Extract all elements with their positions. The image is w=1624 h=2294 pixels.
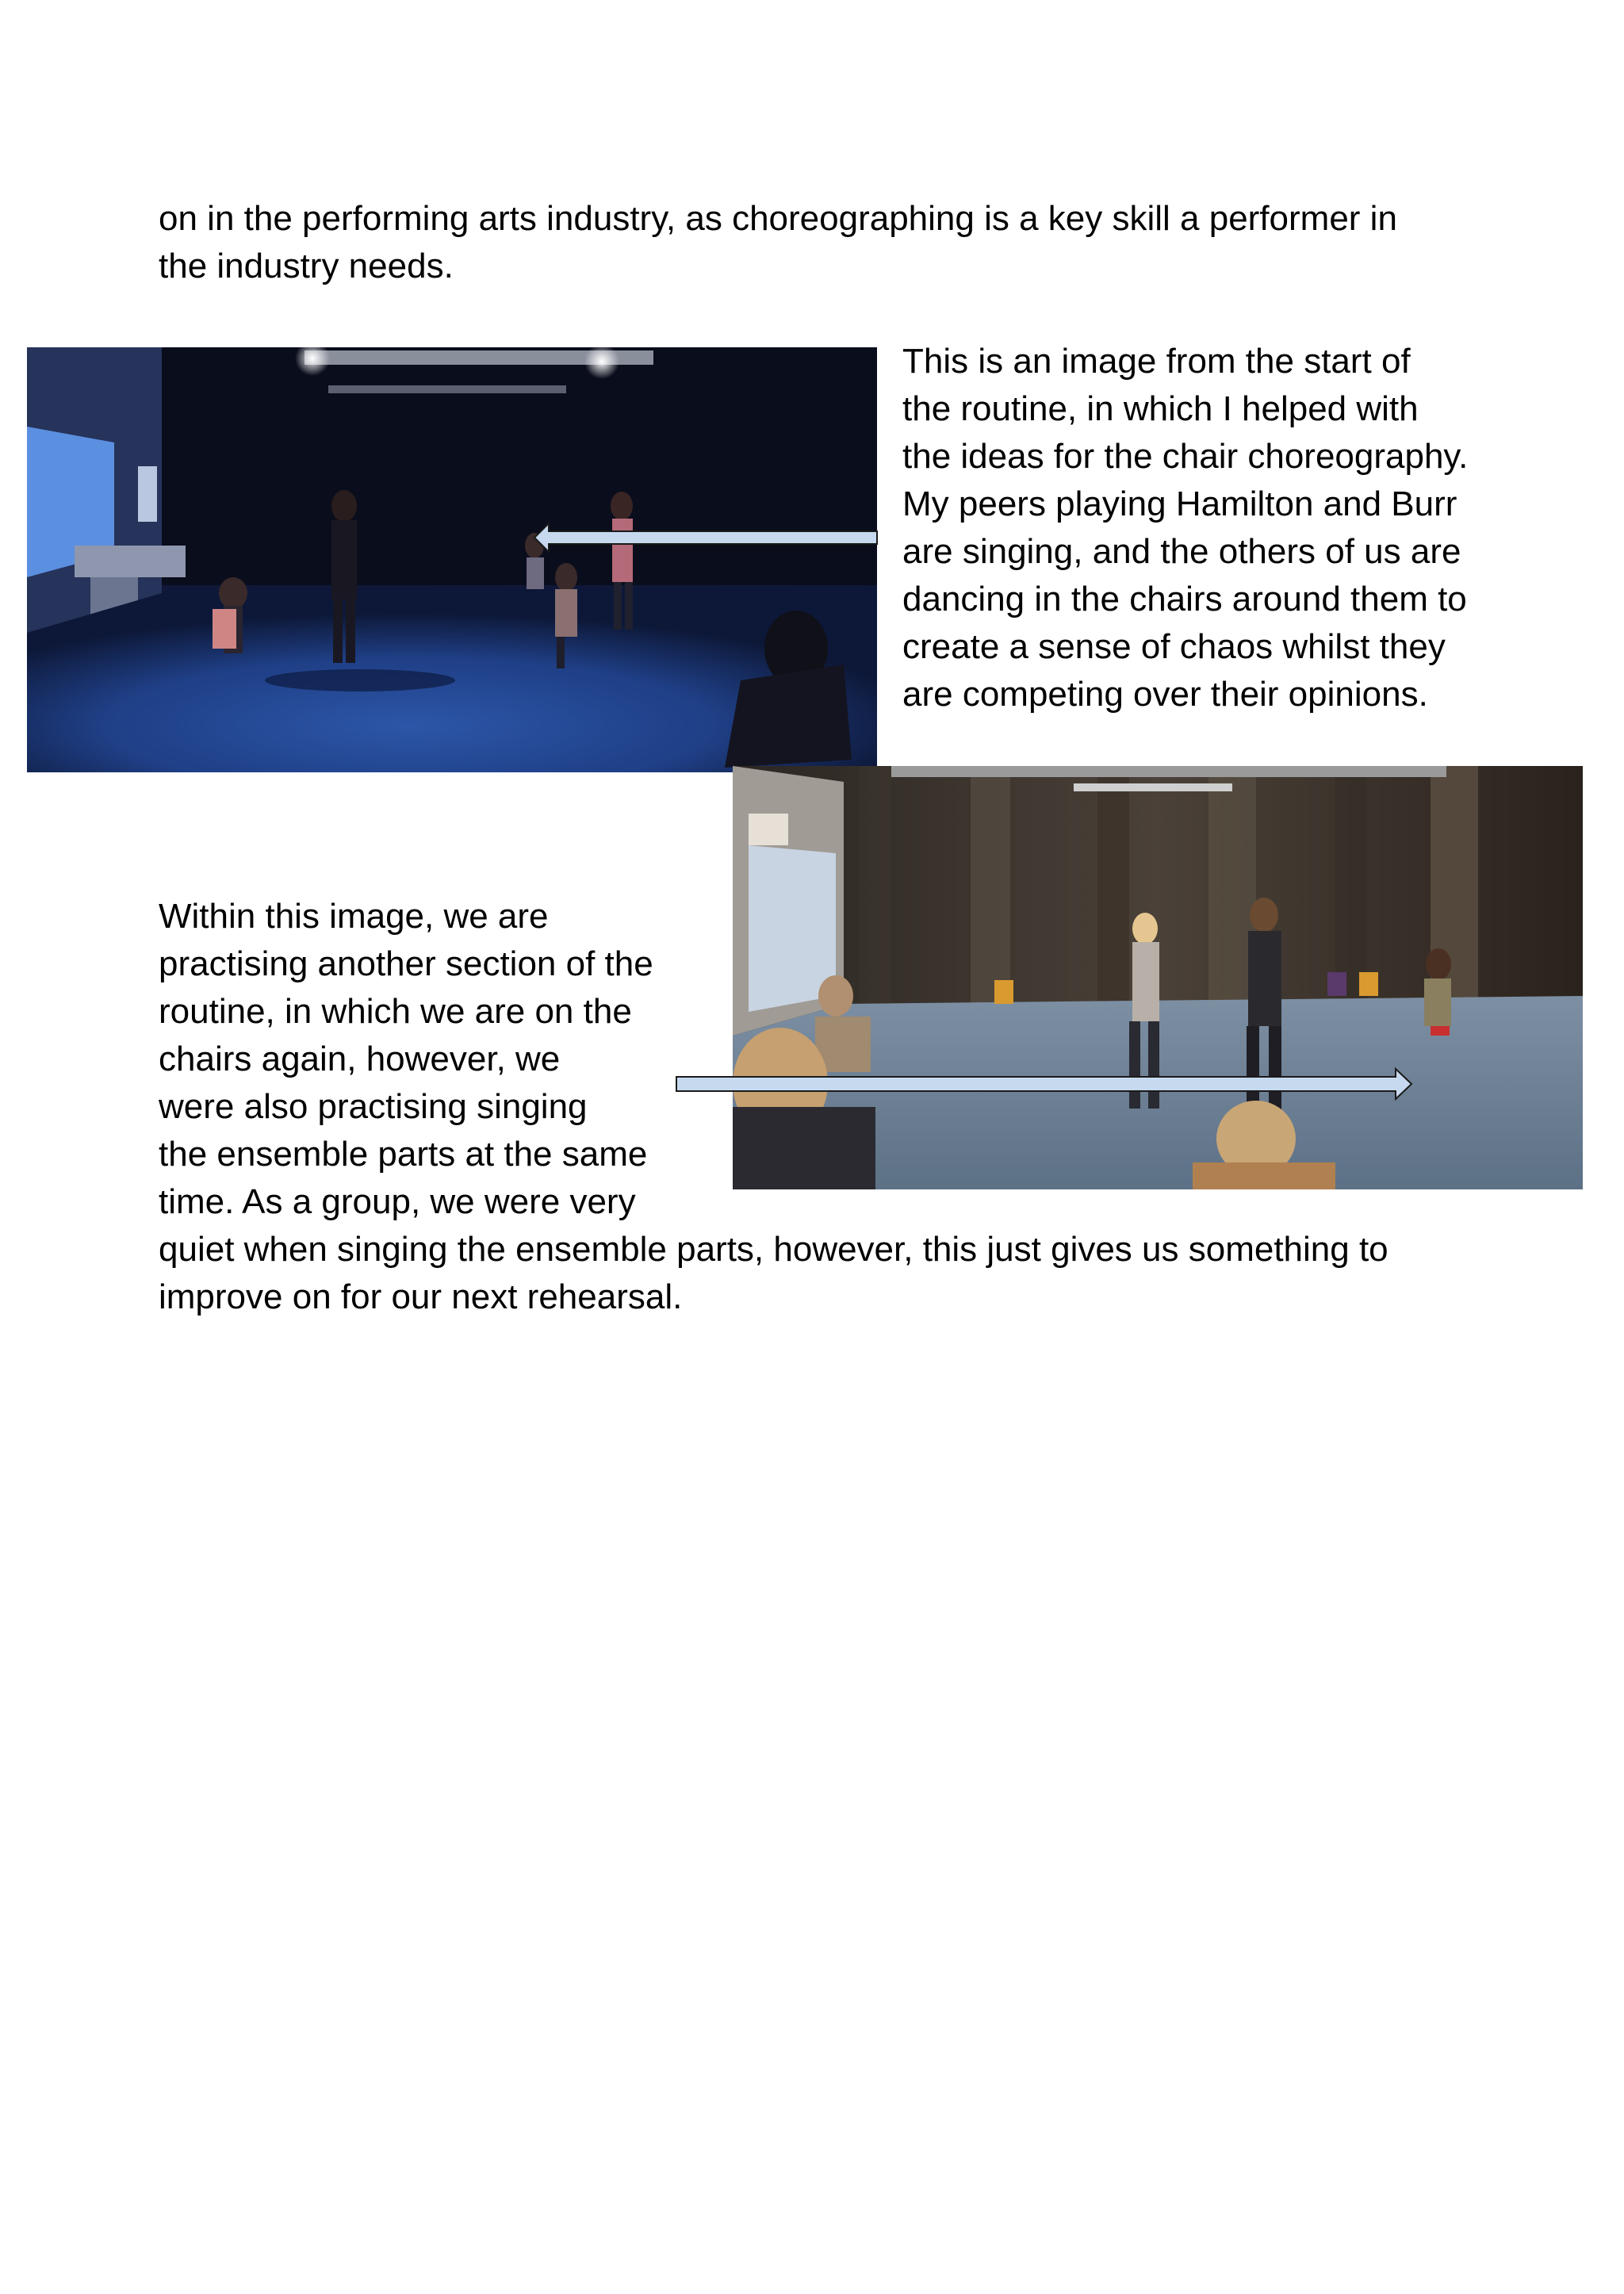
intro-line: the industry needs. (159, 247, 454, 285)
caption-line: were also practising singing (159, 1087, 588, 1126)
caption-line: Within this image, we are (159, 897, 549, 936)
caption-line: are singing, and the others of us are (902, 532, 1461, 571)
caption-line: are competing over their opinions. (902, 675, 1428, 714)
caption-line: the routine, in which I helped with (902, 389, 1419, 428)
caption-line: time. As a group, we were very (159, 1182, 636, 1221)
caption-chair-choreography (902, 338, 1468, 718)
caption-ensemble-singing (159, 893, 1388, 1321)
caption-line: improve on for our next rehearsal. (159, 1277, 683, 1316)
caption-line: practising another section of the (159, 944, 653, 983)
caption-line: This is an image from the start of (902, 342, 1411, 381)
rehearsal-photo-chair-choreography (27, 347, 877, 772)
caption-line: the ensemble parts at the same (159, 1135, 648, 1174)
caption-line: routine, in which we are on the (159, 992, 632, 1031)
caption-line: quiet when singing the ensemble parts, however, this just gives us something to (159, 1230, 1388, 1269)
caption-line: create a sense of chaos whilst they (902, 627, 1446, 666)
caption-line: My peers playing Hamilton and Burr (902, 484, 1457, 523)
caption-line: the ideas for the chair choreography. (902, 437, 1469, 476)
left-arrow-pointer (534, 522, 879, 553)
caption-line: dancing in the chairs around them to (902, 580, 1467, 618)
caption-line: chairs again, however, we (159, 1040, 561, 1078)
intro-paragraph (159, 195, 1397, 290)
intro-line: on in the performing arts industry, as choreographing is a key skill a performer in (159, 199, 1397, 238)
